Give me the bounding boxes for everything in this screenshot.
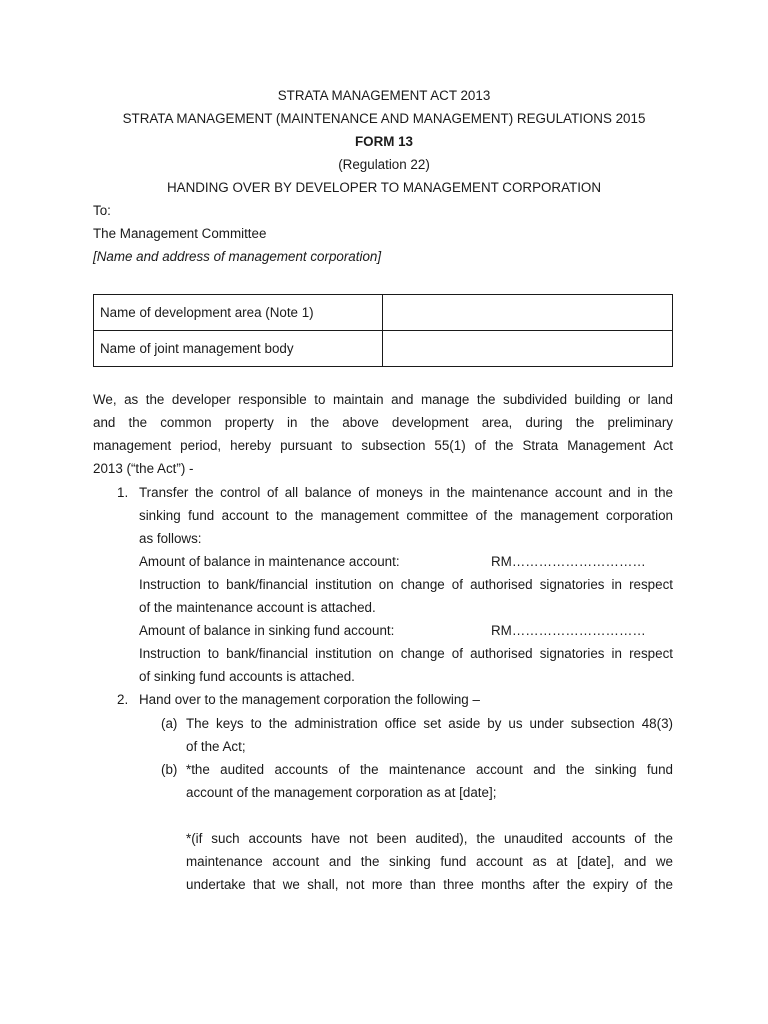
act-title: STRATA MANAGEMENT ACT 2013 [277,88,491,103]
sub-item-b-label: (b) [161,762,178,777]
table-row [94,295,673,331]
intro-line-4: 2013 (“the Act”) - [93,461,194,476]
item-1-number: 1. [117,485,129,500]
sub-item-a-line-2: of the Act; [186,739,246,754]
item-1-line-1: Transfer the control of all balance of moneys in the maintenance account and in the [139,485,673,500]
development-info-table [93,294,673,367]
joint-management-body-field[interactable] [383,331,673,367]
form-title: FORM 13 [354,134,414,149]
intro-line-2: and the common property in the above development area, during the preliminary [93,415,673,430]
development-area-field[interactable] [383,295,673,331]
addressee-committee: The Management Committee [93,226,267,241]
sub-item-b-alt-line-2: maintenance account and the sinking fund account as at [date], and we [186,854,673,869]
maintenance-balance-value: RM………………………… [491,554,646,569]
table-row [94,331,673,367]
sinking-balance-label: Amount of balance in sinking fund account: [139,623,395,638]
sub-item-b-alt-line-1: *(if such accounts have not been audited), the unaudited accounts of the [186,831,673,846]
sub-item-a-line-1: The keys to the administration office set aside by us under subsection 48(3) [186,716,673,731]
regulations-title: STRATA MANAGEMENT (MAINTENANCE AND MANAGEMENT) REGULATIONS 2015 [122,111,646,126]
item-1-line-2: sinking fund account to the management committee of the management corporation [139,508,673,523]
intro-line-1: We, as the developer responsible to maintain and manage the subdivided building or land [93,392,673,407]
maintenance-instruction-line-2: of the maintenance account is attached. [139,600,376,615]
sub-item-a-label: (a) [161,716,178,731]
maintenance-instruction-line-1: Instruction to bank/financial institution on change of authorised signatories in respect [139,577,673,592]
sub-item-b-line-1: *the audited accounts of the maintenance account and the sinking fund [186,762,673,777]
intro-line-3: management period, hereby pursuant to subsection 55(1) of the Strata Management Act [93,438,673,453]
sinking-instruction-line-2: of sinking fund accounts is attached. [139,669,355,684]
addressee-placeholder: [Name and address of management corporation] [93,249,382,264]
maintenance-balance-label: Amount of balance in maintenance account: [139,554,400,569]
form-subject: HANDING OVER BY DEVELOPER TO MANAGEMENT CORPORATION [166,180,602,195]
regulation-reference: (Regulation 22) [338,157,430,172]
sinking-balance-value: RM………………………… [491,623,646,638]
item-1-line-3: as follows: [139,531,202,546]
sub-item-b-line-2: account of the management corporation as at [date]; [186,785,497,800]
item-2-text: Hand over to the management corporation the following – [139,692,480,707]
item-2-number: 2. [117,692,129,707]
joint-management-body-label: Name of joint management body [94,331,383,367]
development-area-label: Name of development area (Note 1) [94,295,383,331]
to-label: To: [93,203,111,218]
sinking-instruction-line-1: Instruction to bank/financial institution on change of authorised signatories in respect [139,646,673,661]
sub-item-b-alt-line-3: undertake that we shall, not more than three months after the expiry of the [186,877,673,892]
